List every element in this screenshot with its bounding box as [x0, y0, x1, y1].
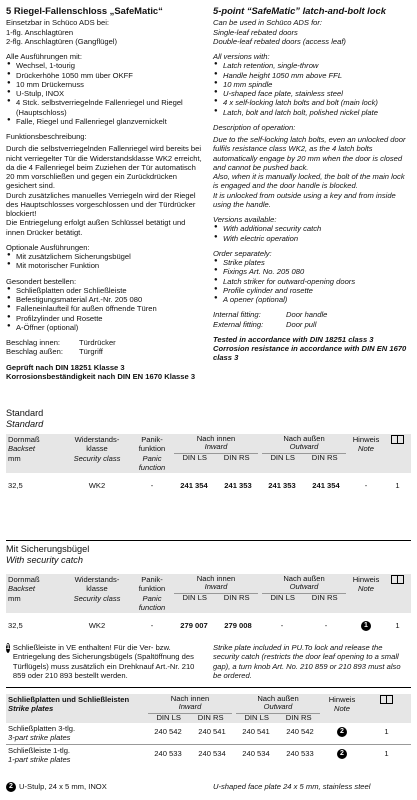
cell-article: 240 541 [198, 727, 226, 737]
cell-note [348, 613, 384, 641]
list-item: ● 10 mm Drückernuss [6, 80, 203, 89]
header-de: Panik-funktion [138, 435, 166, 454]
cell-qty: 1 [395, 481, 400, 490]
backset-header [6, 434, 62, 473]
list-item: ● Befestigungsmaterial Art.-Nr. 205 080 [6, 295, 203, 304]
class-header [62, 434, 132, 473]
numbered-circle-icon: 2 [6, 782, 16, 792]
fitting-label: Beschlag außen: [6, 347, 63, 357]
function-text-de: Durch die selbstverriegelnden Fallenriegel wird bereits bei nicht verriegelter Tür die Widerstandsklasse WK2 erreicht, da die 4 Fallenriegel beim Zuziehen der Tür automatisch 20 mm vorschließen und gegen ein Zurückdrücken gesichert sind. [6, 144, 202, 191]
section-title-de: Standard [6, 408, 44, 418]
cell-article: 241 354 [312, 481, 340, 490]
list-item: ● Falleneinlaufteil für außen öffnende Türen [6, 304, 203, 313]
list-item: ● Schließplatten oder Schließleiste [6, 286, 203, 295]
row-label-en: 1-part strike plates [8, 754, 71, 764]
header-de: Panik-funktion [138, 575, 166, 594]
cell-description [6, 744, 146, 765]
backset-header [6, 574, 62, 613]
list-item: ● With electric operation [213, 234, 410, 243]
header-en: Inward [178, 702, 202, 712]
header-de: Nach innen [196, 574, 236, 583]
din-rs-label: DIN RS [197, 712, 224, 722]
cell-article: 240 542 [286, 727, 314, 737]
din-ls-label: DIN LS [182, 452, 207, 462]
din-rs-label: DIN RS [223, 452, 250, 462]
header-en: Outward [289, 442, 319, 452]
function-text-de: Durch zusätzliches manuelles Verriegeln wird der Riegel des Hauptschlosses vorgeschlossen und der Türdrücker blockiert! [6, 190, 196, 219]
fitting-value: Türgriff [79, 347, 103, 357]
header-unit: mm [8, 593, 21, 603]
header-en: Note [357, 584, 375, 594]
list-item: ● A-Öffner (optional) [6, 323, 203, 332]
table-header [6, 434, 411, 473]
cell-article: 240 533 [286, 748, 314, 758]
header-en: Panic function [138, 453, 166, 472]
row-label-de: Schließleiste 1-tlg. [8, 745, 71, 755]
list-item: ● Strike plates [213, 258, 410, 267]
title-de: 5 Riegel-Fallenschloss „SafeMatic“ [6, 5, 163, 16]
row-label-en: 3-part strike plates [8, 733, 71, 743]
header-unit: mm [8, 453, 21, 463]
order-title-en: Order separately: [213, 248, 272, 258]
header-de: Nach innen [196, 434, 236, 443]
cell-qty: 1 [384, 748, 389, 758]
use-line-en: Double-leaf rebated doors (access leaf) [213, 36, 346, 46]
versions-title-en: All versions with: [213, 52, 270, 62]
fitting-value: Door handle [286, 310, 328, 320]
note-en [213, 643, 410, 680]
order-title-de: Gesondert bestellen: [6, 276, 77, 286]
header-en: Security class [73, 593, 121, 603]
row-label-de: Schließplatten 3-tlg. [8, 724, 76, 734]
header-de: Dornmaß [8, 575, 40, 584]
list-item: ● Drückerhöhe 1050 mm über OKFF [6, 71, 203, 80]
optional-title-de: Optionale Ausführungen: [6, 242, 90, 252]
standard-section-title [6, 408, 43, 429]
header-en: Inward [204, 442, 228, 452]
numbered-circle-icon: 1 [361, 621, 371, 631]
header-de: Widerstands-klasse [74, 575, 120, 594]
din-ls-label: DIN LS [156, 712, 181, 722]
class-header [62, 574, 132, 613]
cell-article: 241 353 [268, 481, 296, 490]
list-item: ● Profile cylinder and rosette [213, 286, 410, 295]
header-de: Nach außen [283, 434, 325, 443]
header-de: Nach außen [283, 574, 325, 583]
cell-article: 279 007 [180, 621, 208, 630]
din-rs-label: DIN RS [311, 452, 338, 462]
cell-article: - [280, 621, 284, 630]
book-header [384, 434, 411, 473]
header-de: Schließplatten und Schließleisten [8, 695, 130, 704]
note-text-de: Schließleiste in VE enthalten! Für die Ver- bzw. Entriegelung des Sicherungsbügels (Spaltöffnung des Türflügels) muss zusätzlich ein Drehknauf Art.-Nr. 210 859 oder 210 893 bestellt werden. [12, 643, 195, 680]
fitting-label: Beschlag innen: [6, 338, 61, 348]
list-item: ● With additional security catch [213, 224, 410, 233]
cell-description [6, 723, 146, 744]
cell-backset: 32,5 [8, 481, 23, 490]
title-en: 5-point “SafeMatic” latch-and-bolt lock [213, 5, 386, 16]
cell-class: WK2 [88, 621, 106, 630]
optional-title-en: Versions available: [213, 215, 277, 225]
section-title-en: With security catch [6, 554, 84, 565]
book-header [362, 694, 411, 723]
list-item: ● 4 x self-locking latch bolts and bolt (main lock) [213, 98, 410, 107]
cell-article: 240 533 [154, 748, 182, 758]
note-text-de: U-Stulp, 24 x 5 mm, INOX [19, 782, 107, 791]
list-item: ● U-Stulp, INOX [6, 89, 203, 98]
section-divider [6, 687, 411, 688]
note-de [6, 782, 203, 792]
tested-de: Geprüft nach DIN 18251 Klasse 3 Korrosionsbeständigkeit nach DIN EN 1670 Klasse 3 [6, 362, 196, 381]
list-item: ● Latch retention, single-throw [213, 61, 410, 70]
list-item: ● Latch, bolt and latch bolt, polished nickel plate [213, 108, 410, 117]
cell-article: 279 008 [224, 621, 252, 630]
book-icon [380, 695, 393, 704]
header-en: Security class [73, 453, 121, 463]
cell-article: 240 534 [198, 748, 226, 758]
list-item: ● 10 mm spindle [213, 80, 410, 89]
header-de: Hinweis [352, 435, 380, 444]
cell-qty: 1 [395, 621, 400, 630]
cell-article: 240 541 [242, 727, 270, 737]
function-text-en: Also, when it is manually locked, the bolt of the main lock is engaged and the door handle is blocked. [213, 172, 405, 191]
cell-note: - [364, 481, 368, 490]
list-item: ● A opener (optional) [213, 295, 410, 304]
list-item: ● Mit zusätzlichem Sicherungsbügel [6, 252, 203, 261]
numbered-circle-icon: 2 [337, 727, 347, 737]
header-en: Strike plates [8, 704, 54, 714]
din-ls-label: DIN LS [244, 712, 269, 722]
din-rs-label: DIN RS [311, 592, 338, 602]
fitting-label: External fitting: [213, 319, 264, 329]
inward-header [172, 574, 260, 613]
header-en: Note [333, 704, 351, 714]
german-column [6, 5, 203, 381]
list-item: ● Falle, Riegel und Fallenriegel glanzvernickelt [6, 117, 203, 126]
optional-list-de [6, 252, 203, 271]
header-en: Outward [289, 582, 319, 592]
function-text-en: It is unlocked from outside using a key and from inside using the handle. [213, 190, 396, 209]
use-intro-de: Einsetzbar in Schüco ADS bei: [6, 18, 109, 28]
cell-article: 241 353 [224, 481, 252, 490]
english-column [213, 5, 410, 381]
cell-note [322, 744, 362, 765]
header-en: Inward [204, 582, 228, 592]
order-list-en [213, 258, 410, 304]
table-row [6, 744, 411, 765]
book-header [384, 574, 411, 613]
header-en: Panic function [138, 593, 166, 612]
table-header [6, 694, 411, 723]
note-en [213, 782, 410, 792]
outward-header [234, 694, 322, 723]
list-item: ● Handle height 1050 mm above FFL [213, 71, 410, 80]
header-de: Nach innen [170, 694, 210, 703]
order-list-de [6, 286, 203, 332]
list-item: ● U-shaped face plate, stainless steel [213, 89, 410, 98]
use-line-de: 1-flg. Anschlagtüren [6, 27, 74, 37]
numbered-circle-icon: 1 [6, 644, 10, 651]
fitting-value: Türdrücker [79, 338, 116, 348]
function-title-en: Description of operation: [213, 122, 296, 132]
strike-note [6, 782, 411, 792]
list-item: ● Mit motorischer Funktion [6, 261, 203, 270]
versions-list-de [6, 61, 203, 126]
cell-panic: - [150, 621, 154, 630]
fitting-outer-en [213, 320, 410, 329]
outward-header [260, 434, 348, 473]
versions-list-en [213, 61, 410, 117]
table-header [6, 574, 411, 613]
cell-article: 240 534 [242, 748, 270, 758]
header-en: Backset [8, 584, 36, 594]
cell-backset: 32,5 [8, 621, 23, 630]
function-title-de: Funktionsbeschreibung: [6, 132, 87, 142]
inward-header [172, 434, 260, 473]
list-item: ● 4 Stck. selbstverriegelnde Fallenriegel und Riegel (Hauptschloss) [6, 98, 203, 117]
din-rs-label: DIN RS [285, 712, 312, 722]
note-text-en: U-shaped face plate 24 x 5 mm, stainless steel [213, 782, 371, 791]
strike-title-header [6, 694, 146, 723]
list-item: ● Wechsel, 1-tourig [6, 61, 203, 70]
section-title-en: Standard [6, 418, 44, 429]
tested-en: Tested in accordance with DIN 18251 class 3 Corrosion resistance in accordance with DIN EN 1670 class 3 [213, 334, 407, 363]
cell-panic: - [150, 481, 154, 490]
fitting-label: Internal fitting: [213, 310, 261, 320]
list-item: ● Profilzylinder und Rosette [6, 314, 203, 323]
fitting-inner-de [6, 338, 203, 347]
header-de: Dornmaß [8, 435, 40, 444]
cell-article: 240 542 [154, 727, 182, 737]
optional-list-en [213, 224, 410, 243]
cell-note [322, 723, 362, 744]
list-item: ● Latch striker for outward-opening doors [213, 277, 410, 286]
numbered-circle-icon: 2 [337, 749, 347, 759]
header-en: Outward [263, 702, 293, 712]
header-en: Backset [8, 444, 36, 454]
din-ls-label: DIN LS [270, 592, 295, 602]
catch-note [6, 643, 411, 680]
use-intro-en: Can be used in Schüco ADS for: [213, 18, 323, 28]
note-header [348, 574, 384, 613]
table-row [6, 473, 411, 501]
inward-header [146, 694, 234, 723]
header-de: Hinweis [328, 695, 356, 704]
table-row [6, 723, 411, 744]
note-de [6, 643, 203, 680]
fitting-inner-en [213, 310, 410, 319]
versions-title-de: Alle Ausführungen mit: [6, 52, 82, 62]
catch-table [6, 574, 411, 641]
use-line-de: 2-flg. Anschlagtüren (Gangflügel) [6, 36, 118, 46]
fitting-outer-de [6, 347, 203, 356]
list-item: ● Fixings Art. No. 205 080 [213, 267, 410, 276]
note-header [322, 694, 362, 723]
section-title-de: Mit Sicherungsbügel [6, 544, 90, 554]
header-de: Nach außen [257, 694, 299, 703]
header-en: Note [357, 444, 375, 454]
book-icon [391, 435, 404, 444]
panic-header [132, 434, 172, 473]
cell-class: WK2 [88, 481, 106, 490]
header-de: Widerstands-klasse [74, 435, 120, 454]
cell-article: 241 354 [180, 481, 208, 490]
cell-article: - [324, 621, 328, 630]
cell-qty: 1 [384, 727, 389, 737]
book-icon [391, 575, 404, 584]
catch-section-title [6, 544, 89, 565]
din-ls-label: DIN LS [270, 452, 295, 462]
description-columns [6, 5, 411, 381]
din-ls-label: DIN LS [182, 592, 207, 602]
standard-table [6, 434, 411, 501]
function-text-de: Die Entriegelung erfolgt außen Schlüssel betätigt und innen Drücker betätigt. [6, 218, 186, 237]
din-rs-label: DIN RS [223, 592, 250, 602]
section-divider [6, 540, 411, 541]
header-de: Hinweis [352, 575, 380, 584]
outward-header [260, 574, 348, 613]
fitting-value: Door pull [286, 319, 317, 329]
function-text-en: Due to the self-locking latch bolts, even an unlocked door fulfils resistance class WK2, as the 4 latch bolts automatically engage by 20 mm when the door is closed and cannot be pushed back. [213, 135, 406, 172]
use-line-en: Single-leaf rebated doors [213, 27, 298, 37]
panic-header [132, 574, 172, 613]
strike-plates-table [6, 694, 411, 765]
note-header [348, 434, 384, 473]
note-text-en: Strike plate included in PU.To lock and release the security catch (restricts the door leaf opening to a small gap), a turn knob Art. No. 210 859 or 210 893 must also be ordered. [213, 643, 401, 680]
table-row [6, 613, 411, 641]
